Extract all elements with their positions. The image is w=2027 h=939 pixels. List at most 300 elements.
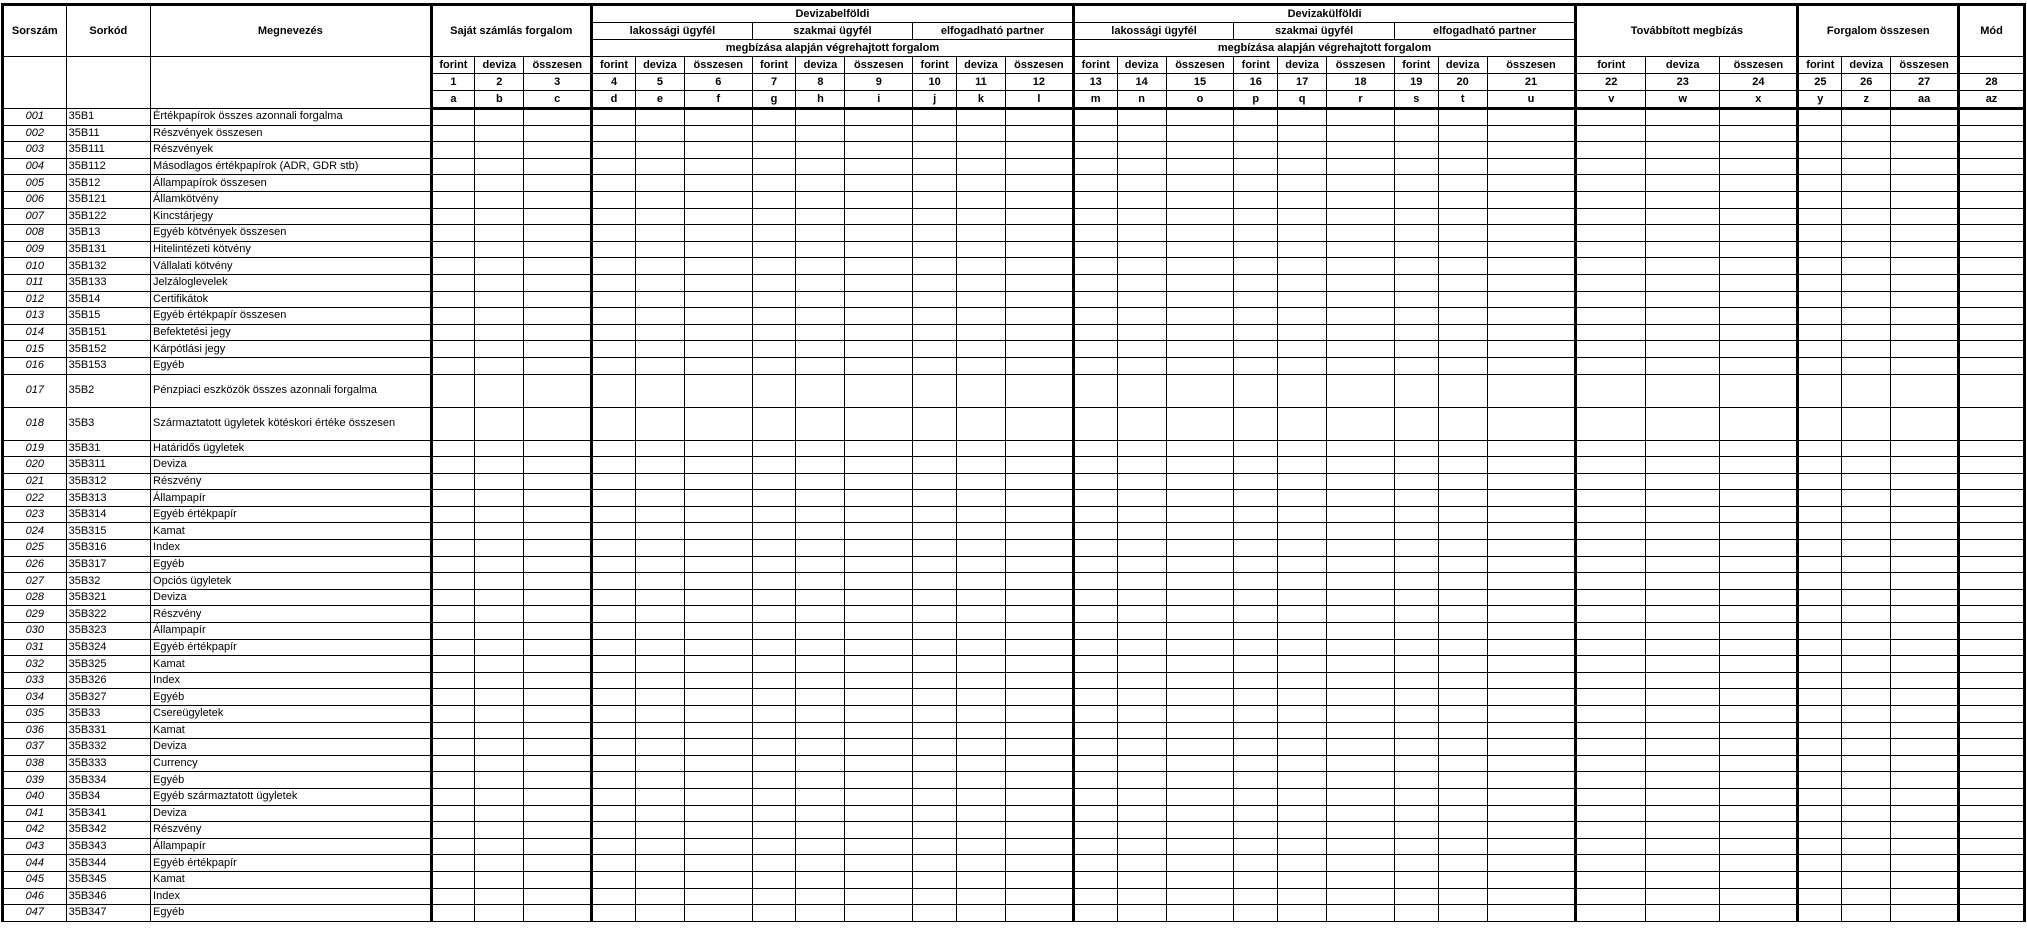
data-cell[interactable]: [1891, 407, 1959, 440]
data-cell[interactable]: [1394, 722, 1438, 739]
data-cell[interactable]: [1891, 672, 1959, 689]
data-cell[interactable]: [1278, 689, 1327, 706]
data-cell[interactable]: [684, 440, 752, 457]
data-cell[interactable]: [1166, 573, 1234, 590]
data-cell[interactable]: [592, 457, 636, 474]
data-cell[interactable]: [1394, 573, 1438, 590]
data-cell[interactable]: [1278, 341, 1327, 358]
data-cell[interactable]: [1842, 739, 1891, 756]
data-cell[interactable]: [1234, 589, 1278, 606]
data-cell[interactable]: [752, 788, 796, 805]
data-cell[interactable]: [475, 656, 524, 673]
data-cell[interactable]: [752, 822, 796, 839]
data-cell[interactable]: [1646, 788, 1720, 805]
data-cell[interactable]: [1438, 822, 1487, 839]
data-cell[interactable]: [524, 407, 592, 440]
data-cell[interactable]: [1959, 191, 2025, 208]
data-cell[interactable]: [592, 540, 636, 557]
data-cell[interactable]: [752, 573, 796, 590]
data-cell[interactable]: [1576, 357, 1646, 374]
data-cell[interactable]: [1576, 556, 1646, 573]
data-cell[interactable]: [1166, 523, 1234, 540]
data-cell[interactable]: [1166, 258, 1234, 275]
data-cell[interactable]: [684, 672, 752, 689]
data-cell[interactable]: [1278, 241, 1327, 258]
data-cell[interactable]: [1394, 639, 1438, 656]
data-cell[interactable]: [1576, 125, 1646, 142]
data-cell[interactable]: [475, 324, 524, 341]
data-cell[interactable]: [475, 506, 524, 523]
data-cell[interactable]: [845, 639, 913, 656]
data-cell[interactable]: [1394, 341, 1438, 358]
data-cell[interactable]: [1798, 374, 1842, 407]
data-cell[interactable]: [913, 739, 957, 756]
data-cell[interactable]: [1278, 109, 1327, 126]
data-cell[interactable]: [1720, 888, 1798, 905]
data-cell[interactable]: [1234, 341, 1278, 358]
data-cell[interactable]: [524, 722, 592, 739]
data-cell[interactable]: [796, 457, 845, 474]
data-cell[interactable]: [1394, 672, 1438, 689]
data-cell[interactable]: [913, 805, 957, 822]
data-cell[interactable]: [1073, 208, 1117, 225]
data-cell[interactable]: [956, 125, 1005, 142]
data-cell[interactable]: [1646, 822, 1720, 839]
data-cell[interactable]: [431, 473, 475, 490]
data-cell[interactable]: [635, 871, 684, 888]
data-cell[interactable]: [1327, 838, 1395, 855]
data-cell[interactable]: [845, 274, 913, 291]
data-cell[interactable]: [1438, 125, 1487, 142]
data-cell[interactable]: [1798, 357, 1842, 374]
data-cell[interactable]: [1646, 871, 1720, 888]
data-cell[interactable]: [524, 191, 592, 208]
data-cell[interactable]: [1117, 706, 1166, 723]
data-cell[interactable]: [1327, 905, 1395, 922]
data-cell[interactable]: [796, 871, 845, 888]
data-cell[interactable]: [913, 523, 957, 540]
data-cell[interactable]: [1166, 772, 1234, 789]
data-cell[interactable]: [1842, 341, 1891, 358]
data-cell[interactable]: [1576, 225, 1646, 242]
data-cell[interactable]: [752, 258, 796, 275]
data-cell[interactable]: [845, 308, 913, 325]
data-cell[interactable]: [684, 888, 752, 905]
data-cell[interactable]: [1234, 540, 1278, 557]
data-cell[interactable]: [752, 722, 796, 739]
data-cell[interactable]: [1487, 755, 1576, 772]
data-cell[interactable]: [1891, 855, 1959, 872]
data-cell[interactable]: [1576, 606, 1646, 623]
data-cell[interactable]: [1234, 440, 1278, 457]
data-cell[interactable]: [1005, 158, 1073, 175]
data-cell[interactable]: [956, 506, 1005, 523]
data-cell[interactable]: [1720, 341, 1798, 358]
data-cell[interactable]: [1166, 739, 1234, 756]
data-cell[interactable]: [1073, 457, 1117, 474]
data-cell[interactable]: [1576, 755, 1646, 772]
data-cell[interactable]: [1646, 722, 1720, 739]
data-cell[interactable]: [1005, 374, 1073, 407]
data-cell[interactable]: [1073, 274, 1117, 291]
data-cell[interactable]: [1720, 440, 1798, 457]
data-cell[interactable]: [524, 672, 592, 689]
data-cell[interactable]: [956, 905, 1005, 922]
data-cell[interactable]: [524, 457, 592, 474]
data-cell[interactable]: [1234, 905, 1278, 922]
data-cell[interactable]: [1487, 473, 1576, 490]
data-cell[interactable]: [845, 540, 913, 557]
data-cell[interactable]: [1394, 623, 1438, 640]
data-cell[interactable]: [1166, 490, 1234, 507]
data-cell[interactable]: [1646, 407, 1720, 440]
data-cell[interactable]: [1798, 125, 1842, 142]
data-cell[interactable]: [635, 506, 684, 523]
data-cell[interactable]: [1646, 473, 1720, 490]
data-cell[interactable]: [1005, 258, 1073, 275]
data-cell[interactable]: [845, 656, 913, 673]
data-cell[interactable]: [845, 175, 913, 192]
data-cell[interactable]: [845, 225, 913, 242]
data-cell[interactable]: [431, 639, 475, 656]
data-cell[interactable]: [431, 805, 475, 822]
data-cell[interactable]: [752, 357, 796, 374]
data-cell[interactable]: [1327, 772, 1395, 789]
data-cell[interactable]: [1166, 905, 1234, 922]
data-cell[interactable]: [635, 656, 684, 673]
data-cell[interactable]: [1646, 606, 1720, 623]
data-cell[interactable]: [1327, 324, 1395, 341]
data-cell[interactable]: [1394, 523, 1438, 540]
data-cell[interactable]: [592, 589, 636, 606]
data-cell[interactable]: [1438, 523, 1487, 540]
data-cell[interactable]: [1117, 540, 1166, 557]
data-cell[interactable]: [1891, 175, 1959, 192]
data-cell[interactable]: [524, 274, 592, 291]
data-cell[interactable]: [1166, 623, 1234, 640]
data-cell[interactable]: [752, 540, 796, 557]
data-cell[interactable]: [1842, 142, 1891, 159]
data-cell[interactable]: [1394, 374, 1438, 407]
data-cell[interactable]: [1487, 490, 1576, 507]
data-cell[interactable]: [475, 540, 524, 557]
data-cell[interactable]: [1117, 689, 1166, 706]
data-cell[interactable]: [1234, 374, 1278, 407]
data-cell[interactable]: [1166, 672, 1234, 689]
data-cell[interactable]: [1073, 706, 1117, 723]
data-cell[interactable]: [1646, 855, 1720, 872]
data-cell[interactable]: [913, 573, 957, 590]
data-cell[interactable]: [1576, 722, 1646, 739]
data-cell[interactable]: [475, 589, 524, 606]
data-cell[interactable]: [1234, 490, 1278, 507]
data-cell[interactable]: [845, 374, 913, 407]
data-cell[interactable]: [1166, 341, 1234, 358]
data-cell[interactable]: [1073, 473, 1117, 490]
data-cell[interactable]: [635, 490, 684, 507]
data-cell[interactable]: [1073, 523, 1117, 540]
data-cell[interactable]: [635, 855, 684, 872]
data-cell[interactable]: [1278, 291, 1327, 308]
data-cell[interactable]: [1073, 905, 1117, 922]
data-cell[interactable]: [913, 606, 957, 623]
data-cell[interactable]: [1646, 109, 1720, 126]
data-cell[interactable]: [796, 706, 845, 723]
data-cell[interactable]: [1073, 158, 1117, 175]
data-cell[interactable]: [1720, 838, 1798, 855]
data-cell[interactable]: [1720, 755, 1798, 772]
data-cell[interactable]: [1073, 556, 1117, 573]
data-cell[interactable]: [1005, 308, 1073, 325]
data-cell[interactable]: [1166, 838, 1234, 855]
data-cell[interactable]: [524, 822, 592, 839]
data-cell[interactable]: [752, 308, 796, 325]
data-cell[interactable]: [1005, 822, 1073, 839]
data-cell[interactable]: [1487, 540, 1576, 557]
data-cell[interactable]: [1576, 788, 1646, 805]
data-cell[interactable]: [956, 871, 1005, 888]
data-cell[interactable]: [1576, 888, 1646, 905]
data-cell[interactable]: [752, 208, 796, 225]
data-cell[interactable]: [592, 191, 636, 208]
data-cell[interactable]: [1327, 241, 1395, 258]
data-cell[interactable]: [1117, 241, 1166, 258]
data-cell[interactable]: [1720, 175, 1798, 192]
data-cell[interactable]: [635, 457, 684, 474]
data-cell[interactable]: [684, 656, 752, 673]
data-cell[interactable]: [1278, 755, 1327, 772]
data-cell[interactable]: [1278, 573, 1327, 590]
data-cell[interactable]: [752, 291, 796, 308]
data-cell[interactable]: [475, 341, 524, 358]
data-cell[interactable]: [1438, 772, 1487, 789]
data-cell[interactable]: [1117, 573, 1166, 590]
data-cell[interactable]: [1720, 158, 1798, 175]
data-cell[interactable]: [845, 142, 913, 159]
data-cell[interactable]: [1646, 755, 1720, 772]
data-cell[interactable]: [1117, 208, 1166, 225]
data-cell[interactable]: [1166, 109, 1234, 126]
data-cell[interactable]: [1646, 274, 1720, 291]
data-cell[interactable]: [1278, 175, 1327, 192]
data-cell[interactable]: [1166, 473, 1234, 490]
data-cell[interactable]: [845, 706, 913, 723]
data-cell[interactable]: [475, 109, 524, 126]
data-cell[interactable]: [1234, 241, 1278, 258]
data-cell[interactable]: [635, 689, 684, 706]
data-cell[interactable]: [1891, 457, 1959, 474]
data-cell[interactable]: [431, 506, 475, 523]
data-cell[interactable]: [635, 639, 684, 656]
data-cell[interactable]: [1166, 175, 1234, 192]
data-cell[interactable]: [1117, 142, 1166, 159]
data-cell[interactable]: [1959, 905, 2025, 922]
data-cell[interactable]: [796, 788, 845, 805]
data-cell[interactable]: [1798, 871, 1842, 888]
data-cell[interactable]: [1117, 623, 1166, 640]
data-cell[interactable]: [1327, 888, 1395, 905]
data-cell[interactable]: [1959, 573, 2025, 590]
data-cell[interactable]: [1959, 822, 2025, 839]
data-cell[interactable]: [1438, 291, 1487, 308]
data-cell[interactable]: [1278, 838, 1327, 855]
data-cell[interactable]: [1798, 623, 1842, 640]
data-cell[interactable]: [1798, 573, 1842, 590]
data-cell[interactable]: [1005, 473, 1073, 490]
data-cell[interactable]: [752, 407, 796, 440]
data-cell[interactable]: [1278, 606, 1327, 623]
data-cell[interactable]: [845, 871, 913, 888]
data-cell[interactable]: [1166, 556, 1234, 573]
data-cell[interactable]: [913, 191, 957, 208]
data-cell[interactable]: [431, 440, 475, 457]
data-cell[interactable]: [524, 589, 592, 606]
data-cell[interactable]: [1327, 457, 1395, 474]
data-cell[interactable]: [475, 672, 524, 689]
data-cell[interactable]: [913, 258, 957, 275]
data-cell[interactable]: [752, 241, 796, 258]
data-cell[interactable]: [913, 589, 957, 606]
data-cell[interactable]: [1487, 556, 1576, 573]
data-cell[interactable]: [796, 291, 845, 308]
data-cell[interactable]: [956, 341, 1005, 358]
data-cell[interactable]: [1117, 772, 1166, 789]
data-cell[interactable]: [1073, 291, 1117, 308]
data-cell[interactable]: [1394, 125, 1438, 142]
data-cell[interactable]: [635, 672, 684, 689]
data-cell[interactable]: [845, 208, 913, 225]
data-cell[interactable]: [475, 871, 524, 888]
data-cell[interactable]: [1959, 374, 2025, 407]
data-cell[interactable]: [1438, 473, 1487, 490]
data-cell[interactable]: [1327, 788, 1395, 805]
data-cell[interactable]: [475, 855, 524, 872]
data-cell[interactable]: [1117, 440, 1166, 457]
data-cell[interactable]: [1234, 772, 1278, 789]
data-cell[interactable]: [1073, 540, 1117, 557]
data-cell[interactable]: [684, 457, 752, 474]
data-cell[interactable]: [431, 573, 475, 590]
data-cell[interactable]: [1117, 822, 1166, 839]
data-cell[interactable]: [1117, 341, 1166, 358]
data-cell[interactable]: [796, 274, 845, 291]
data-cell[interactable]: [956, 440, 1005, 457]
data-cell[interactable]: [431, 258, 475, 275]
data-cell[interactable]: [1117, 407, 1166, 440]
data-cell[interactable]: [956, 739, 1005, 756]
data-cell[interactable]: [1438, 672, 1487, 689]
data-cell[interactable]: [592, 374, 636, 407]
data-cell[interactable]: [1576, 822, 1646, 839]
data-cell[interactable]: [635, 241, 684, 258]
data-cell[interactable]: [1073, 573, 1117, 590]
data-cell[interactable]: [592, 440, 636, 457]
data-cell[interactable]: [431, 407, 475, 440]
data-cell[interactable]: [1891, 208, 1959, 225]
data-cell[interactable]: [1166, 125, 1234, 142]
data-cell[interactable]: [1646, 308, 1720, 325]
data-cell[interactable]: [1798, 772, 1842, 789]
data-cell[interactable]: [956, 888, 1005, 905]
data-cell[interactable]: [1073, 623, 1117, 640]
data-cell[interactable]: [684, 855, 752, 872]
data-cell[interactable]: [1646, 158, 1720, 175]
data-cell[interactable]: [1394, 225, 1438, 242]
data-cell[interactable]: [796, 805, 845, 822]
data-cell[interactable]: [1394, 258, 1438, 275]
data-cell[interactable]: [475, 556, 524, 573]
data-cell[interactable]: [913, 225, 957, 242]
data-cell[interactable]: [956, 291, 1005, 308]
data-cell[interactable]: [1005, 291, 1073, 308]
data-cell[interactable]: [1487, 274, 1576, 291]
data-cell[interactable]: [475, 838, 524, 855]
data-cell[interactable]: [1959, 805, 2025, 822]
data-cell[interactable]: [845, 440, 913, 457]
data-cell[interactable]: [1576, 191, 1646, 208]
data-cell[interactable]: [592, 241, 636, 258]
data-cell[interactable]: [796, 374, 845, 407]
data-cell[interactable]: [431, 109, 475, 126]
data-cell[interactable]: [1394, 308, 1438, 325]
data-cell[interactable]: [956, 523, 1005, 540]
data-cell[interactable]: [1487, 822, 1576, 839]
data-cell[interactable]: [1278, 225, 1327, 242]
data-cell[interactable]: [431, 722, 475, 739]
data-cell[interactable]: [752, 506, 796, 523]
data-cell[interactable]: [592, 639, 636, 656]
data-cell[interactable]: [1117, 556, 1166, 573]
data-cell[interactable]: [1117, 308, 1166, 325]
data-cell[interactable]: [1166, 308, 1234, 325]
data-cell[interactable]: [1842, 241, 1891, 258]
data-cell[interactable]: [1117, 324, 1166, 341]
data-cell[interactable]: [1891, 523, 1959, 540]
data-cell[interactable]: [1487, 706, 1576, 723]
data-cell[interactable]: [635, 225, 684, 242]
data-cell[interactable]: [796, 523, 845, 540]
data-cell[interactable]: [1487, 258, 1576, 275]
data-cell[interactable]: [1005, 142, 1073, 159]
data-cell[interactable]: [1438, 225, 1487, 242]
data-cell[interactable]: [592, 838, 636, 855]
data-cell[interactable]: [1166, 589, 1234, 606]
data-cell[interactable]: [913, 457, 957, 474]
data-cell[interactable]: [1576, 308, 1646, 325]
data-cell[interactable]: [1646, 490, 1720, 507]
data-cell[interactable]: [1576, 523, 1646, 540]
data-cell[interactable]: [1959, 324, 2025, 341]
data-cell[interactable]: [956, 258, 1005, 275]
data-cell[interactable]: [956, 175, 1005, 192]
data-cell[interactable]: [1117, 523, 1166, 540]
data-cell[interactable]: [1487, 573, 1576, 590]
data-cell[interactable]: [431, 175, 475, 192]
data-cell[interactable]: [752, 374, 796, 407]
data-cell[interactable]: [684, 506, 752, 523]
data-cell[interactable]: [592, 473, 636, 490]
data-cell[interactable]: [1842, 689, 1891, 706]
data-cell[interactable]: [475, 623, 524, 640]
data-cell[interactable]: [1166, 871, 1234, 888]
data-cell[interactable]: [752, 905, 796, 922]
data-cell[interactable]: [1278, 706, 1327, 723]
data-cell[interactable]: [1720, 589, 1798, 606]
data-cell[interactable]: [1842, 274, 1891, 291]
data-cell[interactable]: [592, 225, 636, 242]
data-cell[interactable]: [752, 556, 796, 573]
data-cell[interactable]: [1073, 656, 1117, 673]
